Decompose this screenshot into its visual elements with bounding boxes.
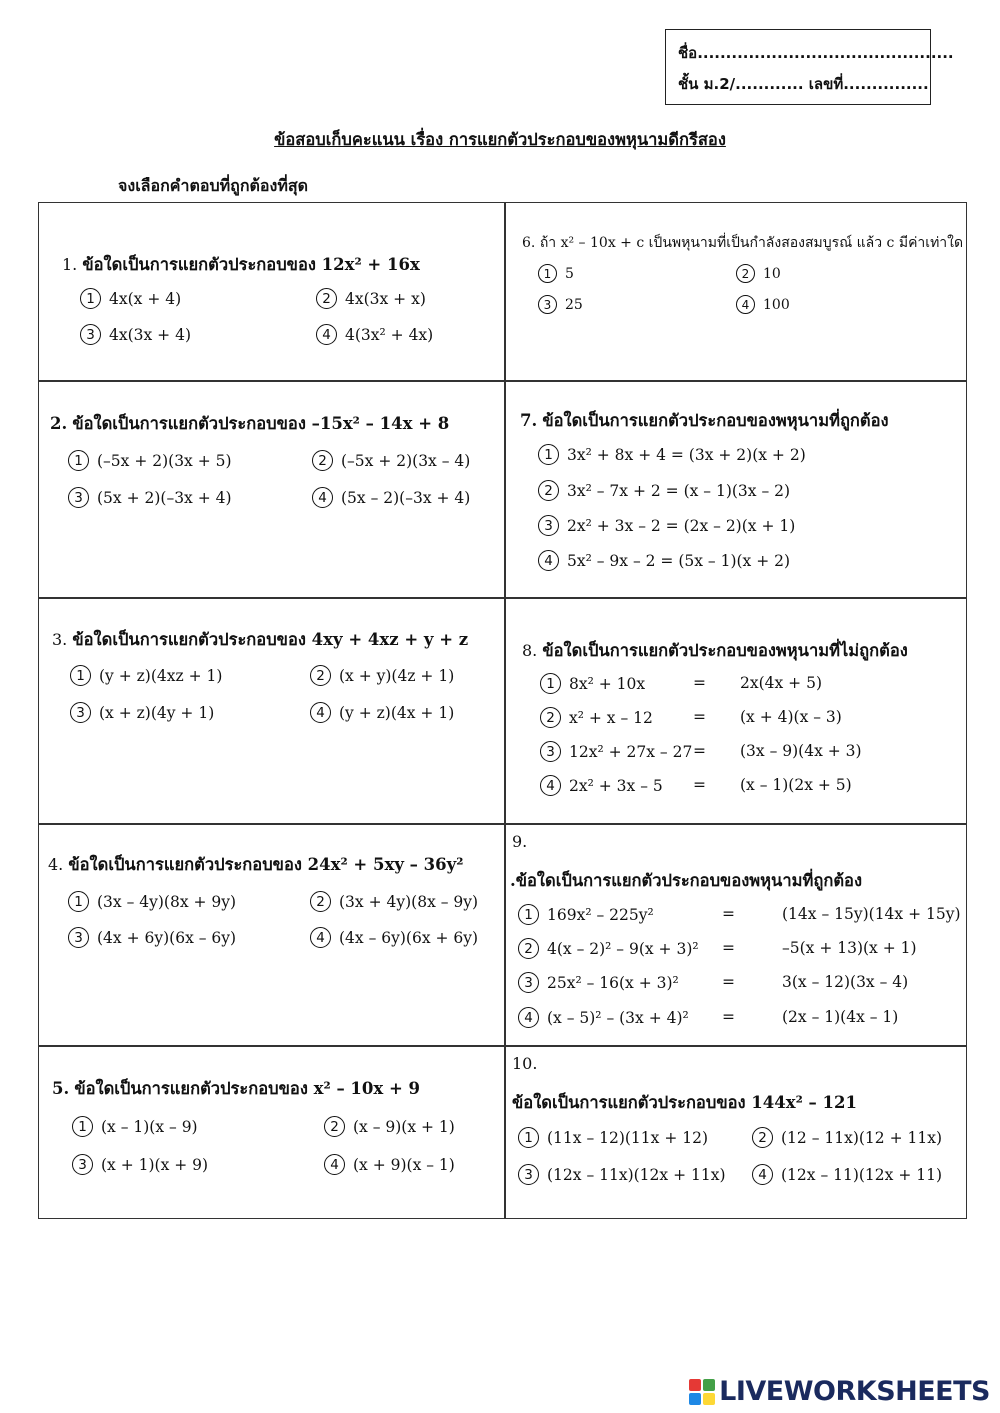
choice-circle-icon: 2 — [324, 1116, 345, 1137]
q10-option-1[interactable]: 1 (11x – 12)(11x + 12) — [518, 1127, 708, 1148]
choice-circle-icon: 4 — [752, 1164, 773, 1185]
q6-option-4[interactable]: 4 100 — [736, 295, 790, 314]
question-5: 5. ข้อใดเป็นการแยกตัวประกอบของ x² – 10x + 9 — [52, 1079, 421, 1098]
q8-equals-1: = — [693, 674, 706, 692]
q9-answer-1: (14x – 15y)(14x + 15y) — [782, 905, 961, 923]
q6-option-3[interactable]: 3 25 — [538, 295, 583, 314]
choice-circle-icon: 4 — [316, 324, 337, 345]
choice-circle-icon: 2 — [316, 288, 337, 309]
q7-option-1[interactable]: 1 3x² + 8x + 4 = (3x + 2)(x + 2) — [538, 444, 806, 465]
choice-circle-icon: 3 — [518, 1164, 539, 1185]
q9-option-3[interactable]: 3 25x² – 16(x + 3)² — [518, 972, 679, 993]
choice-circle-icon: 3 — [538, 295, 557, 314]
choice-circle-icon: 2 — [752, 1127, 773, 1148]
choice-circle-icon: 2 — [312, 450, 333, 471]
grid-divider-vertical — [504, 202, 506, 1219]
choice-circle-icon: 4 — [324, 1154, 345, 1175]
choice-circle-icon: 1 — [538, 264, 557, 283]
page-title: ข้อสอบเก็บคะแนน เรื่อง การแยกตัวประกอบของพหุนามดีกรีสอง — [274, 130, 726, 149]
q7-option-3[interactable]: 3 2x² + 3x – 2 = (2x – 2)(x + 1) — [538, 515, 795, 536]
choice-circle-icon: 1 — [72, 1116, 93, 1137]
q8-option-4[interactable]: 4 2x² + 3x – 5 — [540, 775, 663, 796]
choice-circle-icon: 1 — [68, 450, 89, 471]
q8-answer-4: (x – 1)(2x + 5) — [740, 776, 852, 794]
choice-circle-icon: 2 — [310, 665, 331, 686]
choice-circle-icon: 2 — [736, 264, 755, 283]
q5-option-2[interactable]: 2 (x – 9)(x + 1) — [324, 1116, 455, 1137]
choice-circle-icon: 4 — [538, 550, 559, 571]
question-3: 3. ข้อใดเป็นการแยกตัวประกอบของ 4xy + 4xz + y + z — [52, 630, 469, 649]
q9-equals-1: = — [722, 905, 735, 923]
q9-equals-4: = — [722, 1008, 735, 1026]
q9-answer-4: (2x – 1)(4x – 1) — [782, 1008, 899, 1026]
choice-circle-icon: 2 — [540, 707, 561, 728]
choice-circle-icon: 1 — [70, 665, 91, 686]
q9-equals-3: = — [722, 973, 735, 991]
q9-answer-2: –5(x + 13)(x + 1) — [782, 939, 917, 957]
grid-divider-row-3 — [38, 823, 967, 825]
name-line: ชื่อ............................................. — [678, 44, 954, 62]
q7-option-4[interactable]: 4 5x² – 9x – 2 = (5x – 1)(x + 2) — [538, 550, 790, 571]
choice-circle-icon: 3 — [538, 515, 559, 536]
choice-circle-icon: 3 — [72, 1154, 93, 1175]
instruction: จงเลือกคำตอบที่ถูกต้องที่สุด — [118, 176, 309, 195]
choice-circle-icon: 3 — [68, 487, 89, 508]
question-2: 2. ข้อใดเป็นการแยกตัวประกอบของ –15x² – 14x + 8 — [50, 414, 450, 433]
choice-circle-icon: 1 — [538, 444, 559, 465]
q10-option-3[interactable]: 3 (12x – 11x)(12x + 11x) — [518, 1164, 726, 1185]
q3-option-4[interactable]: 4 (y + z)(4x + 1) — [310, 702, 454, 723]
choice-circle-icon: 4 — [540, 775, 561, 796]
q2-option-1[interactable]: 1 (–5x + 2)(3x + 5) — [68, 450, 232, 471]
question-4: 4. ข้อใดเป็นการแยกตัวประกอบของ 24x² + 5xy – 36y² — [48, 855, 464, 874]
q4-option-2[interactable]: 2 (3x + 4y)(8x – 9y) — [310, 891, 478, 912]
q5-option-3[interactable]: 3 (x + 1)(x + 9) — [72, 1154, 208, 1175]
q3-option-2[interactable]: 2 (x + y)(4z + 1) — [310, 665, 454, 686]
q1-option-1[interactable]: 1 4x(x + 4) — [80, 288, 181, 309]
question-8: 8. ข้อใดเป็นการแยกตัวประกอบของพหุนามที่ไม่ถูกต้อง — [522, 641, 908, 660]
choice-circle-icon: 4 — [310, 702, 331, 723]
brand-name: LIVEWORKSHEETS — [719, 1376, 990, 1407]
choice-circle-icon: 4 — [312, 487, 333, 508]
q6-option-1[interactable]: 1 5 — [538, 264, 574, 283]
q8-answer-2: (x + 4)(x – 3) — [740, 708, 842, 726]
choice-circle-icon: 4 — [518, 1007, 539, 1028]
grid-divider-row-1 — [38, 380, 967, 382]
q2-option-3[interactable]: 3 (5x + 2)(–3x + 4) — [68, 487, 232, 508]
q4-option-3[interactable]: 3 (4x + 6y)(6x – 6y) — [68, 927, 236, 948]
q9-option-4[interactable]: 4 (x – 5)² – (3x + 4)² — [518, 1007, 689, 1028]
choice-circle-icon: 3 — [540, 741, 561, 762]
liveworksheets-logo-icon — [689, 1379, 715, 1405]
q10-option-4[interactable]: 4 (12x – 11)(12x + 11) — [752, 1164, 942, 1185]
q2-option-2[interactable]: 2 (–5x + 2)(3x – 4) — [312, 450, 470, 471]
question-6: 6. ถ้า x² – 10x + c เป็นพหุนามที่เป็นกำลังสองสมบูรณ์ แล้ว c มีค่าเท่าใด — [522, 235, 964, 251]
student-info-box — [665, 29, 954, 105]
question-7: 7. ข้อใดเป็นการแยกตัวประกอบของพหุนามที่ถูกต้อง — [520, 411, 889, 430]
q8-option-1[interactable]: 1 8x² + 10x — [540, 673, 645, 694]
q9-equals-2: = — [722, 939, 735, 957]
q7-option-2[interactable]: 2 3x² – 7x + 2 = (x – 1)(3x – 2) — [538, 480, 790, 501]
choice-circle-icon: 4 — [736, 295, 755, 314]
choice-circle-icon: 1 — [80, 288, 101, 309]
choice-circle-icon: 3 — [70, 702, 91, 723]
question-1: 1. ข้อใดเป็นการแยกตัวประกอบของ 12x² + 16x — [62, 255, 420, 274]
q8-answer-3: (3x – 9)(4x + 3) — [740, 742, 862, 760]
choice-circle-icon: 1 — [68, 891, 89, 912]
q8-equals-4: = — [693, 776, 706, 794]
q4-option-1[interactable]: 1 (3x – 4y)(8x + 9y) — [68, 891, 236, 912]
q8-equals-3: = — [693, 742, 706, 760]
q1-option-4[interactable]: 4 4(3x² + 4x) — [316, 324, 433, 345]
choice-circle-icon: 3 — [68, 927, 89, 948]
q1-option-2[interactable]: 2 4x(3x + x) — [316, 288, 426, 309]
question-9-number: 9. — [512, 832, 528, 851]
liveworksheets-brand — [689, 1376, 990, 1407]
q8-equals-2: = — [693, 708, 706, 726]
question-10-number: 10. — [512, 1054, 538, 1073]
q10-option-2[interactable]: 2 (12 – 11x)(12 + 11x) — [752, 1127, 942, 1148]
q6-option-2[interactable]: 2 10 — [736, 264, 781, 283]
q1-option-3[interactable]: 3 4x(3x + 4) — [80, 324, 191, 345]
q3-option-3[interactable]: 3 (x + z)(4y + 1) — [70, 702, 214, 723]
choice-circle-icon: 1 — [518, 904, 539, 925]
grid-divider-row-2 — [38, 597, 967, 599]
choice-circle-icon: 2 — [518, 938, 539, 959]
q9-option-2[interactable]: 2 4(x – 2)² – 9(x + 3)² — [518, 938, 699, 959]
q8-option-3[interactable]: 3 12x² + 27x – 27 — [540, 741, 692, 762]
q9-option-1[interactable]: 1 169x² – 225y² — [518, 904, 654, 925]
q8-answer-1: 2x(4x + 5) — [740, 674, 823, 692]
q5-option-4[interactable]: 4 (x + 9)(x – 1) — [324, 1154, 455, 1175]
q5-option-1[interactable]: 1 (x – 1)(x – 9) — [72, 1116, 198, 1137]
q9-answer-3: 3(x – 12)(3x – 4) — [782, 973, 909, 991]
grid-divider-row-4 — [38, 1045, 967, 1047]
q3-option-1[interactable]: 1 (y + z)(4xz + 1) — [70, 665, 222, 686]
choice-circle-icon: 4 — [310, 927, 331, 948]
question-9: .ข้อใดเป็นการแยกตัวประกอบของพหุนามที่ถูกต้อง — [510, 871, 863, 890]
q8-option-2[interactable]: 2 x² + x – 12 — [540, 707, 653, 728]
choice-circle-icon: 3 — [518, 972, 539, 993]
choice-circle-icon: 3 — [80, 324, 101, 345]
choice-circle-icon: 2 — [538, 480, 559, 501]
q2-option-4[interactable]: 4 (5x – 2)(–3x + 4) — [312, 487, 470, 508]
choice-circle-icon: 1 — [518, 1127, 539, 1148]
question-10: ข้อใดเป็นการแยกตัวประกอบของ 144x² – 121 — [512, 1093, 857, 1112]
q4-option-4[interactable]: 4 (4x – 6y)(6x + 6y) — [310, 927, 478, 948]
choice-circle-icon: 1 — [540, 673, 561, 694]
choice-circle-icon: 2 — [310, 891, 331, 912]
class-line: ชั้น ม.2/............ เลขที่............... — [678, 75, 929, 93]
